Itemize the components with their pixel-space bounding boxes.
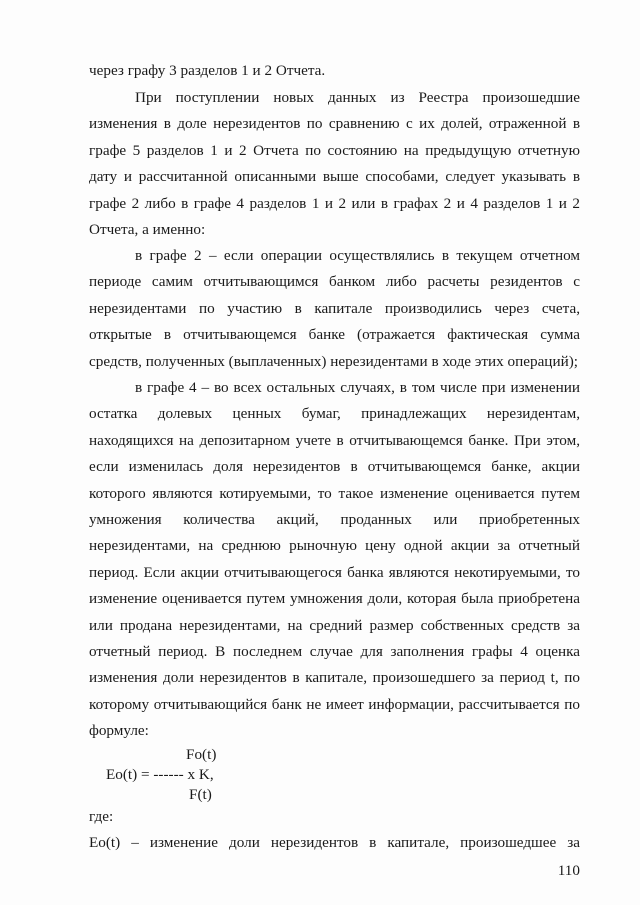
where-label: где: — [89, 808, 114, 825]
text-line: формуле: — [89, 722, 149, 740]
text-line: период. Если акции отчитывающегося банка являются некотируемыми, то — [89, 563, 580, 581]
page-number: 110 — [557, 862, 580, 879]
text-line: периоде самим отчитывающимся банком либо расчеты резидентов с — [89, 273, 580, 291]
text-line: или продана нерезидентами, на средний размер собственных средств за — [89, 616, 580, 634]
text-line: Отчета, а именно: — [89, 220, 206, 238]
where-label-block — [89, 804, 580, 830]
paragraph-column-4 — [89, 375, 580, 744]
text-line: в графе 2 – если операции осуществлялись в текущем отчетном — [135, 247, 580, 264]
text-line: отчетный период. В последнем случае для заполнения графы 4 оценка — [89, 642, 580, 660]
paragraph-intro — [89, 85, 580, 243]
text-line: находящихся на депозитарном учете в отчитывающемся банке. При этом, — [89, 431, 580, 449]
formula-denominator: F(t) — [189, 786, 212, 803]
text-line: изменения в доле нерезидентов по сравнению с их долей, отраженной в — [89, 115, 580, 133]
paragraph-column-2 — [89, 243, 580, 375]
definition-block — [89, 830, 580, 856]
text-line: нерезидентами по участию в капитале производились через счета, — [89, 299, 580, 317]
formula-main-line: Eo(t) = ------ x K, — [106, 766, 214, 783]
text-line: через графу 3 разделов 1 и 2 Отчета. — [89, 62, 326, 79]
text-line: которого являются котируемыми, то такое изменение оценивается путем — [89, 484, 580, 502]
text-line: если изменилась доля нерезидентов в отчитывающемся банке, акции — [89, 458, 580, 476]
text-line: открытые в отчитывающемся банке (отражается фактическая сумма — [89, 326, 580, 344]
text-line: графе 5 разделов 1 и 2 Отчета по состоянию на предыдущую отчетную — [89, 141, 580, 159]
text-line: средств, полученных (выплаченных) нерезидентами в ходе этих операций); — [89, 352, 578, 370]
text-line: умножения количества акций, проданных или приобретенных — [89, 510, 580, 528]
formula — [106, 746, 306, 806]
definition-line: Eo(t) – изменение доли нерезидентов в капитале, произошедшее за — [89, 834, 580, 851]
text-line: в графе 4 – во всех остальных случаях, в том числе при изменении — [135, 379, 580, 396]
text-line: графе 2 либо в графе 4 разделов 1 и 2 или в графах 2 и 4 разделов 1 и 2 — [89, 194, 580, 212]
text-line: которому отчитывающийся банк не имеет информации, рассчитывается по — [89, 695, 580, 713]
text-line: дату и рассчитанной описанными выше способами, следует указывать в — [89, 168, 580, 186]
text-line: изменения доли нерезидентов в капитале, произошедшего за период t, по — [89, 669, 580, 687]
text-line: нерезидентами, на среднюю рыночную цену одной акции за отчетный — [89, 537, 580, 555]
formula-numerator: Fo(t) — [186, 746, 217, 763]
text-line: При поступлении новых данных из Реестра произошедшие — [135, 89, 580, 106]
text-line: изменение оценивается путем умножения доли, которая была приобретена — [89, 590, 580, 608]
paragraph-continuation — [89, 58, 580, 84]
text-line: остатка долевых ценных бумаг, принадлежащих нерезидентам, — [89, 405, 580, 423]
